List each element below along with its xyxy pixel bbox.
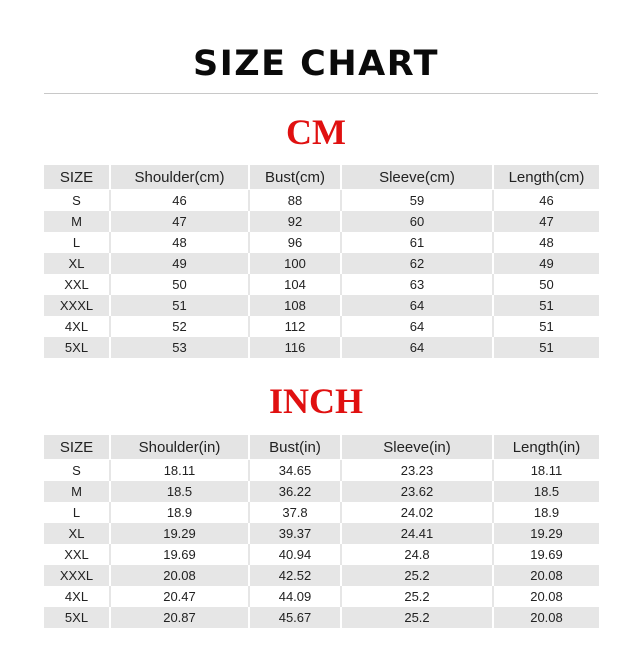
size-cell: XL [44, 523, 110, 544]
column-header-size: SIZE [44, 435, 110, 460]
inch-size-table [44, 435, 599, 628]
length-cell: 18.9 [493, 502, 599, 523]
table-row [44, 460, 599, 482]
bust-cell: 112 [249, 316, 341, 337]
bust-cell: 104 [249, 274, 341, 295]
size-cell: XXL [44, 274, 110, 295]
size-cell: L [44, 502, 110, 523]
sleeve-cell: 23.62 [341, 481, 493, 502]
sleeve-cell: 59 [341, 190, 493, 212]
shoulder-cell: 52 [110, 316, 249, 337]
table-row [44, 481, 599, 502]
size-cell: 5XL [44, 337, 110, 358]
shoulder-cell: 51 [110, 295, 249, 316]
page-title: SIZE CHART [192, 44, 440, 84]
column-header-length: Length(in) [493, 435, 599, 460]
length-cell: 51 [493, 316, 599, 337]
table-row [44, 337, 599, 358]
length-cell: 18.5 [493, 481, 599, 502]
length-cell: 19.69 [493, 544, 599, 565]
size-cell: L [44, 232, 110, 253]
bust-cell: 42.52 [249, 565, 341, 586]
table-row [44, 586, 599, 607]
table-header-row [44, 435, 599, 460]
length-cell: 46 [493, 190, 599, 212]
table-row [44, 523, 599, 544]
column-header-bust: Bust(in) [249, 435, 341, 460]
size-cell: XXL [44, 544, 110, 565]
column-header-bust: Bust(cm) [249, 165, 341, 190]
table-row [44, 502, 599, 523]
length-cell: 19.29 [493, 523, 599, 544]
bust-cell: 44.09 [249, 586, 341, 607]
table-row [44, 607, 599, 628]
table-row [44, 565, 599, 586]
table-row [44, 295, 599, 316]
size-cell: XL [44, 253, 110, 274]
sleeve-cell: 25.2 [341, 586, 493, 607]
shoulder-cell: 18.5 [110, 481, 249, 502]
column-header-size: SIZE [44, 165, 110, 190]
sleeve-cell: 25.2 [341, 607, 493, 628]
size-cell: M [44, 211, 110, 232]
size-cell: 4XL [44, 316, 110, 337]
sleeve-cell: 64 [341, 295, 493, 316]
bust-cell: 92 [249, 211, 341, 232]
bust-cell: 100 [249, 253, 341, 274]
sleeve-cell: 63 [341, 274, 493, 295]
table-header-row [44, 165, 599, 190]
shoulder-cell: 53 [110, 337, 249, 358]
sleeve-cell: 61 [341, 232, 493, 253]
bust-cell: 36.22 [249, 481, 341, 502]
shoulder-cell: 47 [110, 211, 249, 232]
table-row [44, 274, 599, 295]
bust-cell: 96 [249, 232, 341, 253]
length-cell: 51 [493, 295, 599, 316]
length-cell: 18.11 [493, 460, 599, 482]
shoulder-cell: 20.47 [110, 586, 249, 607]
sleeve-cell: 62 [341, 253, 493, 274]
size-cell: 5XL [44, 607, 110, 628]
size-cell: S [44, 190, 110, 212]
bust-cell: 39.37 [249, 523, 341, 544]
column-header-sleeve: Sleeve(cm) [341, 165, 493, 190]
length-cell: 51 [493, 337, 599, 358]
column-header-shoulder: Shoulder(in) [110, 435, 249, 460]
bust-cell: 116 [249, 337, 341, 358]
sleeve-cell: 60 [341, 211, 493, 232]
sleeve-cell: 25.2 [341, 565, 493, 586]
shoulder-cell: 19.29 [110, 523, 249, 544]
shoulder-cell: 18.9 [110, 502, 249, 523]
cm-section-heading: CM [286, 112, 346, 152]
column-header-shoulder: Shoulder(cm) [110, 165, 249, 190]
sleeve-cell: 23.23 [341, 460, 493, 482]
table-row [44, 316, 599, 337]
shoulder-cell: 18.11 [110, 460, 249, 482]
size-cell: M [44, 481, 110, 502]
size-cell: XXXL [44, 295, 110, 316]
bust-cell: 34.65 [249, 460, 341, 482]
title-divider [44, 93, 598, 94]
table-row [44, 253, 599, 274]
size-cell: S [44, 460, 110, 482]
bust-cell: 40.94 [249, 544, 341, 565]
table-row [44, 211, 599, 232]
table-row [44, 544, 599, 565]
length-cell: 20.08 [493, 565, 599, 586]
bust-cell: 88 [249, 190, 341, 212]
sleeve-cell: 24.02 [341, 502, 493, 523]
length-cell: 50 [493, 274, 599, 295]
inch-table-body [44, 460, 599, 629]
cm-size-table [44, 165, 599, 358]
shoulder-cell: 46 [110, 190, 249, 212]
sleeve-cell: 24.41 [341, 523, 493, 544]
length-cell: 20.08 [493, 586, 599, 607]
column-header-sleeve: Sleeve(in) [341, 435, 493, 460]
bust-cell: 45.67 [249, 607, 341, 628]
inch-section-heading: INCH [268, 381, 363, 421]
length-cell: 47 [493, 211, 599, 232]
bust-cell: 108 [249, 295, 341, 316]
shoulder-cell: 50 [110, 274, 249, 295]
shoulder-cell: 19.69 [110, 544, 249, 565]
length-cell: 49 [493, 253, 599, 274]
column-header-length: Length(cm) [493, 165, 599, 190]
table-row [44, 190, 599, 212]
shoulder-cell: 20.08 [110, 565, 249, 586]
sleeve-cell: 24.8 [341, 544, 493, 565]
sleeve-cell: 64 [341, 316, 493, 337]
bust-cell: 37.8 [249, 502, 341, 523]
length-cell: 48 [493, 232, 599, 253]
shoulder-cell: 48 [110, 232, 249, 253]
shoulder-cell: 20.87 [110, 607, 249, 628]
cm-table-body [44, 190, 599, 359]
length-cell: 20.08 [493, 607, 599, 628]
sleeve-cell: 64 [341, 337, 493, 358]
size-cell: XXXL [44, 565, 110, 586]
shoulder-cell: 49 [110, 253, 249, 274]
table-row [44, 232, 599, 253]
size-cell: 4XL [44, 586, 110, 607]
